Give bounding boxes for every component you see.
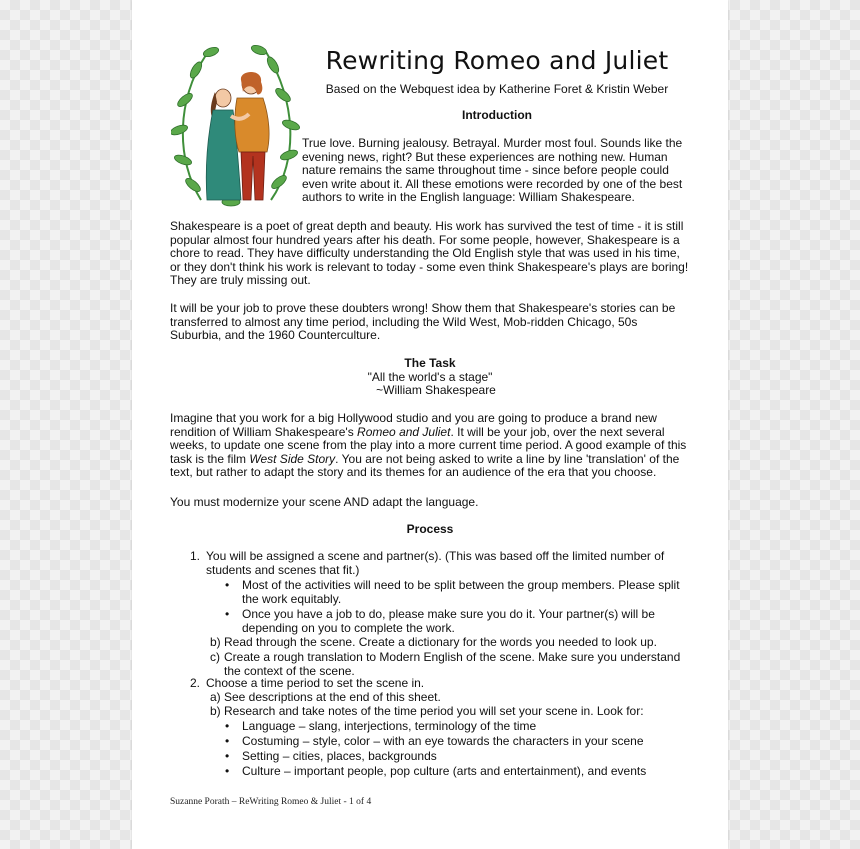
bullet-icon: • <box>225 607 230 621</box>
bullet-icon: • <box>225 719 230 733</box>
list-item-text: Setting – cities, places, backgrounds <box>242 749 437 763</box>
list-marker: a) <box>210 690 221 704</box>
process-heading: Process <box>406 522 454 536</box>
list-item-text: You will be assigned a scene and partner(s). (This was based off the limited number of students and scenes that fit.) <box>206 549 665 577</box>
list-item-text: Once you have a job to do, please make sure you do it. Your partner(s) will be depending on you to complete the work. <box>242 607 655 635</box>
list-item-text: Choose a time period to set the scene in. <box>206 676 425 690</box>
introduction-paragraph-1: Shakespeare is a poet of great depth and beauty. His work has survived the test of time - it is still popular almost four hundred years after his death. For some people, however, Shakespeare is a chore to read. They have difficulty understanding the Old English style that was used in his time, or they don't think his work is relevant to today - some even think Shakespeare's plays are boring! They are truly missing out. <box>170 219 689 288</box>
bullet-icon: • <box>225 749 230 763</box>
bullet-icon: • <box>225 734 230 748</box>
list-marker: b) <box>210 635 221 649</box>
task-title-romeo-juliet: Romeo and Juliet <box>357 424 451 439</box>
list-item-text: Most of the activities will need to be split between the group members. Please split the work equitably. <box>242 578 680 606</box>
list-item-text: Create a rough translation to Modern English of the scene. Make sure you understand the context of the scene. <box>224 650 681 678</box>
task-title-west-side-story: West Side Story <box>249 451 336 466</box>
list-marker: 1. <box>190 549 201 563</box>
list-marker: c) <box>210 650 220 664</box>
romeo-juliet-illustration-icon <box>171 40 303 210</box>
introduction-paragraph-2: It will be your job to prove these doubters wrong! Show them that Shakespeare's stories can be transferred to almost any time period, including the Wild West, Mob-ridden Chicago, 50s Suburbia, and the 1960 Counterculture. <box>170 301 676 343</box>
list-item-text: Costuming – style, color – with an eye towards the characters in your scene <box>242 734 644 748</box>
task-text-b: . It will be your job, over the next several weeks, to update one scene from the play into a more current time period. A good example of this task is the film <box>170 424 687 466</box>
document-title: Rewriting Romeo and Juliet <box>325 46 669 75</box>
task-header <box>170 357 690 398</box>
introduction-heading: Introduction <box>462 108 532 122</box>
list-item-text: Culture – important people, pop culture (arts and entertainment), and events <box>242 764 647 778</box>
bullet-icon: • <box>225 578 230 592</box>
list-item-text: Language – slang, interjections, terminology of the time <box>242 719 537 733</box>
document-page <box>132 0 728 849</box>
list-item-text: Research and take notes of the time period you will set your scene in. Look for: <box>224 704 644 718</box>
list-item-text: See descriptions at the end of this sheet. <box>224 690 441 704</box>
list-marker: b) <box>210 704 221 718</box>
bullet-icon: • <box>225 764 230 778</box>
list-marker: 2. <box>190 676 201 690</box>
task-heading: The Task <box>404 356 456 370</box>
page-footer: Suzanne Porath – ReWriting Romeo & Juliet - 1 of 4 <box>170 797 372 807</box>
task-paragraph-2: You must modernize your scene AND adapt the language. <box>170 495 479 509</box>
task-paragraph-1 <box>170 412 690 480</box>
list-item-text: Read through the scene. Create a dictionary for the words you needed to look up. <box>224 635 657 649</box>
task-text-a: Imagine that you work for a big Hollywood studio and you are going to produce a brand new rendition of William Shakespeare's <box>170 411 657 439</box>
task-quote: "All the world's a stage" <box>367 369 493 384</box>
introduction-lead-paragraph: True love. Burning jealousy. Betrayal. Murder most foul. Sounds like the evening news, right? But these experiences are nothing new. Human nature remains the same throughout time - since before people could even write about it. All these emotions were recorded by one of the best authors to write in the English language: William Shakespeare. <box>302 136 683 205</box>
task-text-c: . You are not being asked to write a line by line 'translation' of the text, but rather to adapt the story and its themes for an audience of the era that you choose. <box>170 451 680 480</box>
task-attribution: ~William Shakespeare <box>376 383 496 397</box>
document-subtitle: Based on the Webquest idea by Katherine Foret & Kristin Weber <box>325 82 669 96</box>
